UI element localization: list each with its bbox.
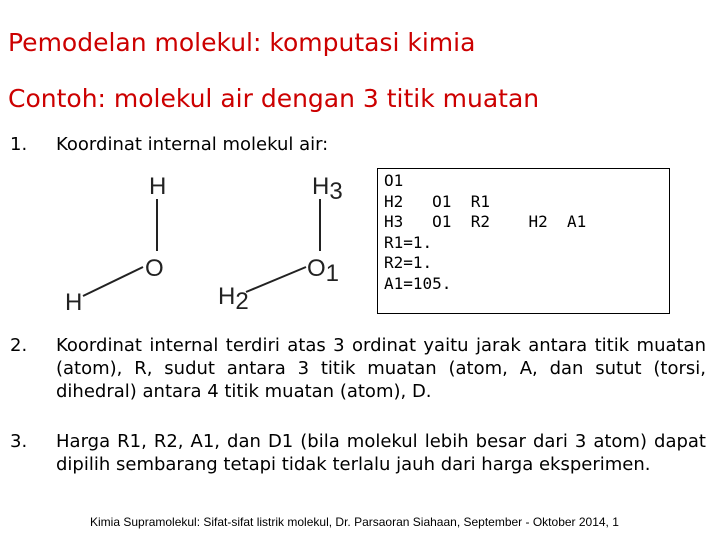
atom-h3-index: 3 <box>329 178 343 205</box>
atom-h2 <box>218 283 249 315</box>
list-item-number: 3. <box>10 431 28 452</box>
z-matrix-row: H3 O1 R2 H2 A1 <box>384 212 587 231</box>
z-matrix-row: R2=1. <box>384 253 433 272</box>
z-matrix-box <box>377 168 670 314</box>
atom-h2-index: 2 <box>235 288 249 315</box>
z-matrix-row: O1 <box>384 171 404 190</box>
slide-subtitle: Contoh: molekul air dengan 3 titik muatan <box>8 84 540 113</box>
z-matrix-row: H2 O1 R1 <box>384 191 490 211</box>
slide-title: Pemodelan molekul: komputasi kimia <box>8 28 476 57</box>
list-item-text: Harga R1, R2, A1, dan D1 (bila molekul lebih besar dari 3 atom) dapat dipilih sembarang tetapi tidak terlalu jauh dari harga eksperimen. <box>56 431 706 475</box>
atom-o1 <box>307 255 339 287</box>
atom-o1-symbol: O <box>307 255 326 282</box>
atom-h2-symbol: H <box>218 283 236 310</box>
slide-footer: Kimia Supramolekul: Sifat-sifat listrik molekul, Dr. Parsaoran Siahaan, September - Oktober 2014, 1 <box>90 515 619 529</box>
atom-h3-symbol: H <box>312 173 330 200</box>
atom-h-left-bottom: H <box>65 289 83 316</box>
list-item-number: 2. <box>10 335 28 356</box>
atom-h-left-top: H <box>149 173 167 200</box>
z-matrix-row: R1=1. <box>384 232 433 252</box>
list-item-text: Koordinat internal terdiri atas 3 ordinat yaitu jarak antara titik muatan (atom), R, sudut antara 3 titik muatan (atom, A, dan sutut (torsi, dihedral) antara 4 titik muatan (atom), D. <box>56 335 706 402</box>
water-molecule-figure <box>56 168 356 316</box>
list-item-number: 1. <box>10 134 28 155</box>
z-matrix-row: A1=105. <box>384 273 452 293</box>
bond-o1-h2 <box>246 267 306 292</box>
atom-o-left: O <box>145 255 164 282</box>
list-item-text: Koordinat internal molekul air: <box>56 134 329 155</box>
atom-h3 <box>312 173 343 205</box>
atom-o1-index: 1 <box>325 260 340 287</box>
bond-o-h-left-bottom <box>83 267 143 296</box>
